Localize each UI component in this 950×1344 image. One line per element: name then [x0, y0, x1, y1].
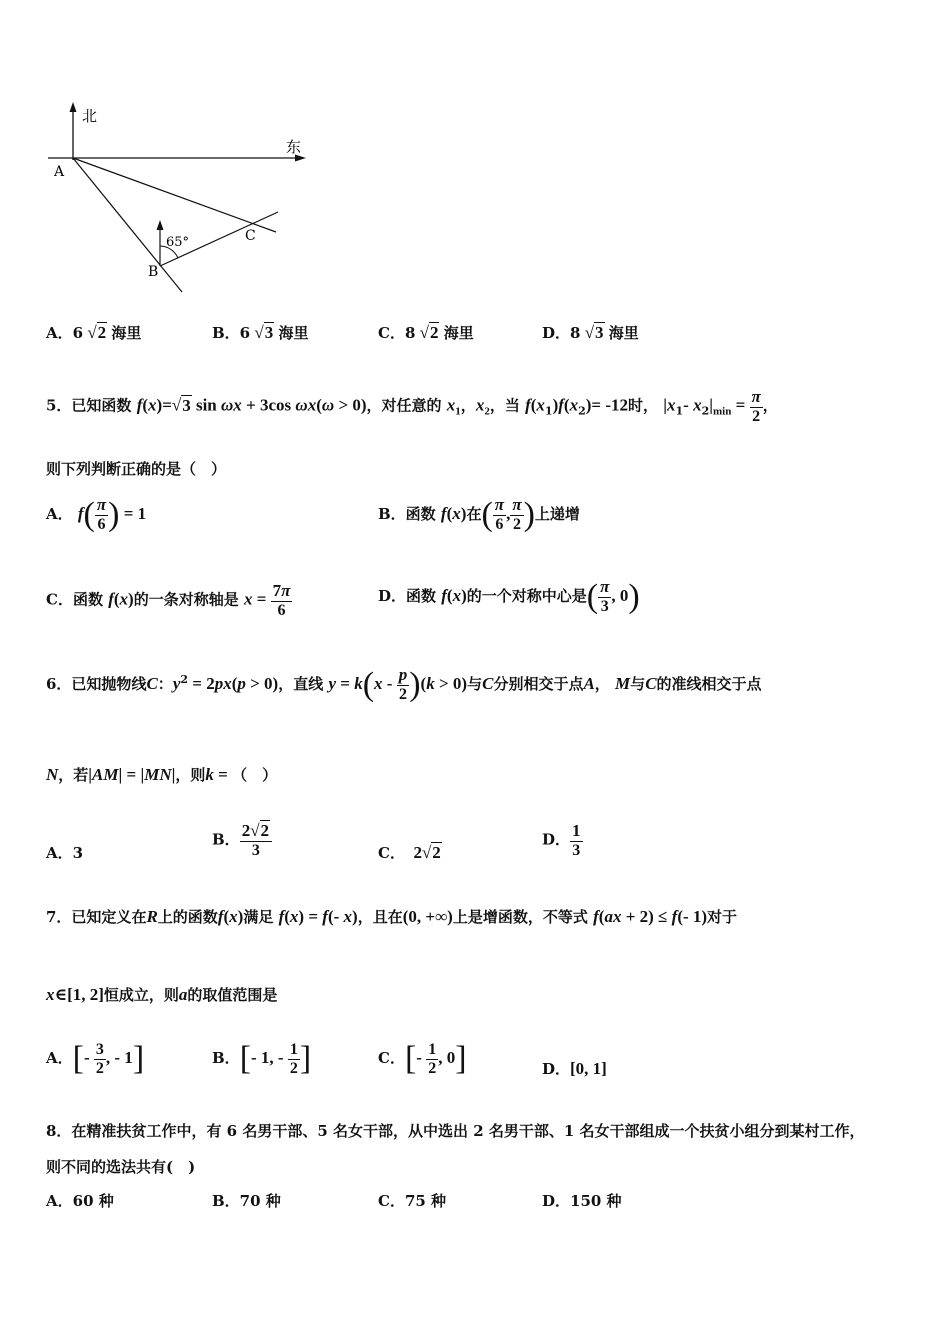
q7-option-a: A．[- $\frac{3}{2}$ , - 1]: [46, 1040, 145, 1077]
point-a-label: A: [54, 164, 65, 180]
q4-option-d: D．8 √3 海里: [542, 323, 639, 342]
q6-stem: 6．已知抛物线C：$y^2 = 2px(p > 0)$，直线 y = k(x - $\frac{p}{2}$ )(k > 0)与C分别相交于点A， M与C的准线相交于点: [46, 665, 762, 704]
q8-option-b: B．70 种: [212, 1192, 281, 1210]
q8-stem-line2: 则不同的选法共有( ): [46, 1158, 196, 1176]
point-c-label: C: [245, 228, 256, 244]
q6-option-b: B． $\frac{2√2}{3}$: [212, 822, 272, 859]
angle-label: 65°: [166, 235, 190, 250]
q7-stem: 7．已知定义在R上的函数f(x)满足 f(x) = f(- x)，且在(0, +∞)上是增函数，不等式 f(ax + 2) ≤ f(- 1)对于: [46, 907, 738, 926]
point-b-label: B: [148, 264, 159, 280]
east-label: 东: [286, 138, 302, 156]
q7-option-c: C．[- $\frac{1}{2}$ , 0]: [378, 1040, 467, 1077]
q5-option-d: D．函数 f(x)的一个对称中心是( $\frac{\pi}{3}$ , 0): [378, 577, 640, 616]
q5-option-b: B．函数 f(x)在( $\frac{\pi}{6}$ , $\frac{\pi}{2}$ )上递增: [378, 495, 580, 534]
navigation-diagram: [40, 100, 320, 300]
q6-option-c: C． 2√2: [378, 843, 441, 862]
q6-option-a: A．3: [46, 844, 84, 862]
q8-option-d: D．150 种: [542, 1192, 622, 1210]
north-label: 北: [82, 107, 98, 125]
q6-stem-line2: N，若|AM| = |MN|，则k = （ ）: [46, 765, 278, 784]
q7-option-d: D．[0, 1]: [542, 1059, 607, 1078]
q5-option-a: A． f( $\frac{\pi}{6}$ ) = 1: [46, 495, 147, 534]
q7-stem-line2: x∈[1, 2]恒成立，则a的取值范围是: [46, 985, 278, 1004]
q4-option-c: C．8 √2 海里: [378, 323, 474, 342]
q8-stem: 8．在精准扶贫工作中，有 6 名男干部、5 名女干部，从中选出 2 名男干部、1 名女干部组成一个扶贫小组分到某村工作，: [46, 1122, 865, 1140]
q7-option-b: B．[- 1, - $\frac{1}{2}$ ]: [212, 1040, 312, 1077]
q6-option-d: D． $\frac{1}{3}$: [542, 821, 581, 859]
q4-option-a: A．6 √2 海里: [46, 323, 142, 342]
q4-option-b: B．6 √3 海里: [212, 323, 309, 342]
q8-option-c: C．75 种: [378, 1192, 447, 1210]
q5-stem: 5．已知函数 f(x)=√3 sin ωx + 3cos ωx(ω > 0)，对任意的 $x_1$，$x_2$，当 $f(x_1)f(x_2)= -12$时， $|x_1-$ $x_2|_{min}$ = $\frac{\pi}{2}$ ，: [46, 387, 778, 425]
q8-option-a: A．60 种: [46, 1192, 114, 1210]
q5-question: 则下列判断正确的是（ ）: [46, 460, 227, 478]
q5-option-c: C．函数 f(x)的一条对称轴是 x = $\frac{7\pi}{6}$: [46, 581, 291, 619]
